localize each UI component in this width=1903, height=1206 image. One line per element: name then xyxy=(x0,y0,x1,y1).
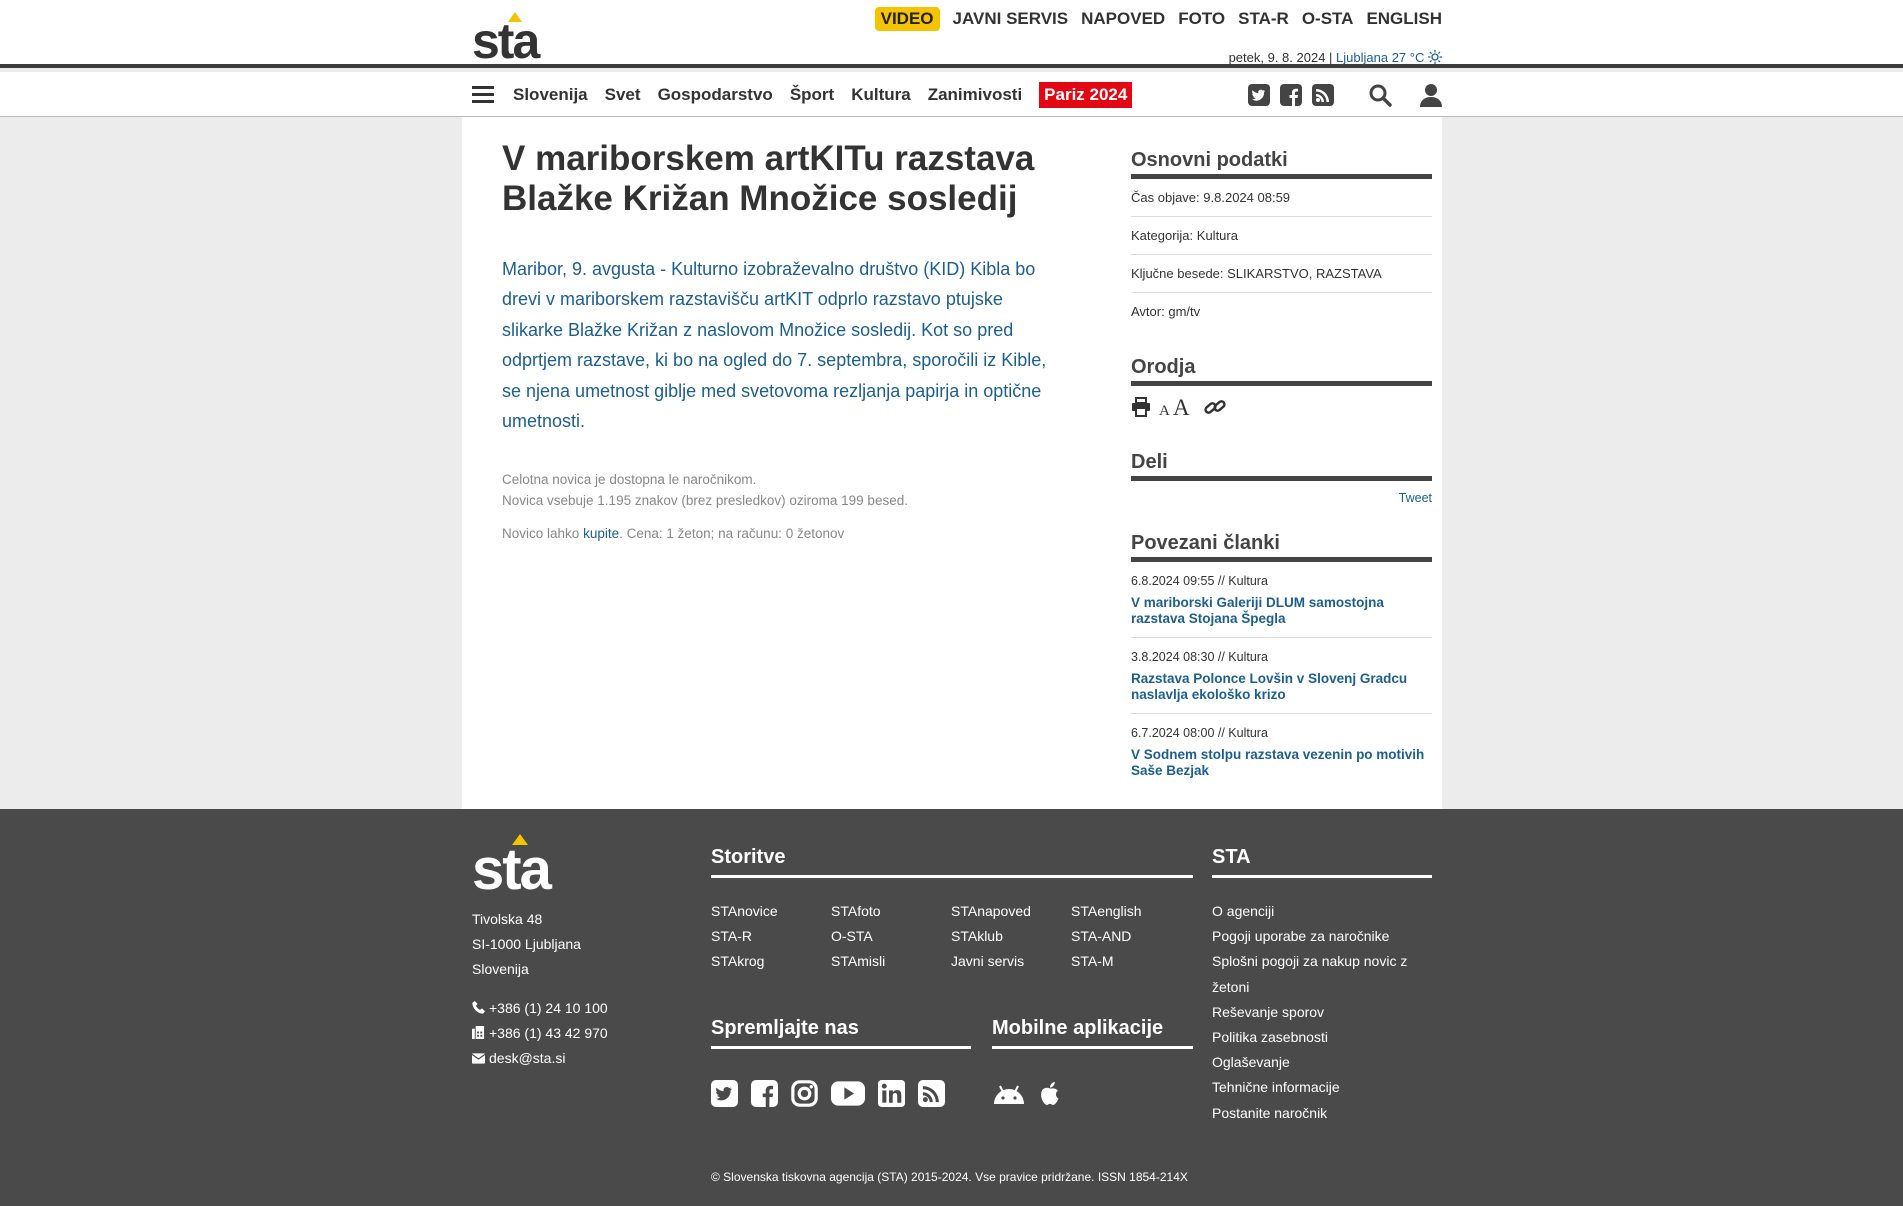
meta-author xyxy=(1131,293,1432,330)
nav-item-gospodarstvo[interactable]: Gospodarstvo xyxy=(657,84,773,104)
meta-label: Avtor: xyxy=(1131,304,1165,319)
sta-link[interactable]: Oglaševanje xyxy=(1212,1054,1290,1071)
related-item[interactable] xyxy=(1131,638,1432,714)
services-heading: Storitve xyxy=(711,846,1193,878)
font-size-icon[interactable] xyxy=(1159,396,1195,418)
twitter-icon[interactable] xyxy=(711,1080,738,1107)
sta-link[interactable]: Reševanje sporov xyxy=(1212,1003,1325,1020)
footer xyxy=(0,809,1903,1206)
sta-link[interactable]: O agenciji xyxy=(1212,903,1275,919)
service-link[interactable]: STAnovice xyxy=(711,903,778,919)
meta-value: gm/tv xyxy=(1168,304,1201,319)
social-icons xyxy=(711,1080,971,1107)
follow-heading: Spremljajte nas xyxy=(711,1017,971,1049)
fax-icon xyxy=(472,1026,485,1039)
apple-icon[interactable] xyxy=(1038,1080,1062,1107)
link-icon[interactable] xyxy=(1203,397,1227,417)
related-title[interactable]: V Sodnem stolpu razstava vezenin po motivih Saše Bezjak xyxy=(1131,747,1425,778)
top-links xyxy=(862,7,1442,31)
top-link-o-sta[interactable]: O-STA xyxy=(1301,9,1354,28)
meta-label: Kategorija: xyxy=(1131,228,1194,243)
sta-link[interactable]: Postanite naročnik xyxy=(1212,1104,1328,1121)
weather-city[interactable]: Ljubljana 27 °C xyxy=(1336,50,1425,65)
footer-follow xyxy=(711,1017,971,1107)
instagram-icon[interactable] xyxy=(791,1080,818,1107)
article-lead: Maribor, 9. avgusta - Kulturno izobraževalno društvo (KID) Kibla bo drevi v mariborskem razstavišču artKIT odprlo razstavo ptujske slikarke Blažke Križan z naslovom Množice sosledij. Kot so pred odprtjem razstave, ki bo na ogled do 7. septembra, sporočili iz Kible, se njena umetnost giblje med svetovoma rezljanja papirja in optične umetnosti. xyxy=(502,259,1047,432)
basic-info-heading: Osnovni podatki xyxy=(1131,149,1432,179)
sta-link[interactable]: Splošni pogoji za nakup novic z žetoni xyxy=(1212,953,1408,995)
footer-fax[interactable] xyxy=(472,1021,672,1046)
top-link-sta-r[interactable]: STA-R xyxy=(1238,9,1289,28)
footer-services xyxy=(711,846,1193,975)
article-title: V mariborskem artKITu razstava Blažke Križan Množice sosledij xyxy=(502,139,1035,218)
services-grid xyxy=(711,899,1193,975)
facebook-icon[interactable] xyxy=(751,1080,778,1107)
svg-text:sta: sta xyxy=(472,13,539,62)
service-link[interactable]: Javni servis xyxy=(951,953,1025,970)
phone-number: +386 (1) 24 10 100 xyxy=(489,999,608,1016)
meta-value: 9.8.2024 08:59 xyxy=(1203,190,1291,205)
service-link[interactable]: STAenglish xyxy=(1071,903,1142,919)
footer-contacts xyxy=(472,996,672,1072)
sidebar xyxy=(1131,149,1432,789)
fax-number: +386 (1) 43 42 970 xyxy=(489,1024,608,1041)
buy-suffix: . Cena: 1 žeton; na računu: 0 žetonov xyxy=(619,526,845,542)
buy-prefix: Novico lahko xyxy=(502,526,580,542)
top-link-english[interactable]: ENGLISH xyxy=(1366,9,1442,28)
address-city: SI-1000 Ljubljana xyxy=(472,936,581,953)
top-link-napoved[interactable]: NAPOVED xyxy=(1081,9,1166,28)
top-link-video[interactable]: VIDEO xyxy=(875,7,940,31)
related-date: 6.7.2024 08:00 // Kultura xyxy=(1131,726,1268,740)
service-link[interactable]: STA-R xyxy=(711,928,752,945)
tools-heading: Orodja xyxy=(1131,356,1432,386)
related-item[interactable] xyxy=(1131,714,1432,789)
nav-item-kultura[interactable]: Kultura xyxy=(851,84,911,104)
address-street: Tivolska 48 xyxy=(472,911,543,927)
meta-value: SLIKARSTVO, RAZSTAVA xyxy=(1227,266,1382,281)
sta-link[interactable]: Pogoji uporabe za naročnike xyxy=(1212,928,1390,945)
nav-item-pariz-2024[interactable]: Pariz 2024 xyxy=(1039,82,1132,108)
buy-link[interactable]: kupite xyxy=(583,526,620,542)
user-icon[interactable] xyxy=(1420,83,1442,107)
service-link[interactable]: STAnapoved xyxy=(951,903,1031,919)
related-list xyxy=(1131,562,1432,789)
main-nav xyxy=(0,72,1903,117)
linkedin-icon[interactable] xyxy=(878,1080,905,1107)
menu-icon[interactable] xyxy=(472,86,494,103)
service-link[interactable]: STA-M xyxy=(1071,953,1114,970)
sta-link[interactable]: Tehnične informacije xyxy=(1212,1079,1340,1096)
top-link-javni-servis[interactable]: JAVNI SERVIS xyxy=(952,9,1069,28)
phone-icon xyxy=(472,1001,485,1014)
meta-label: Ključne besede: xyxy=(1131,266,1224,281)
sta-link[interactable]: Politika zasebnosti xyxy=(1212,1029,1328,1046)
app-icons xyxy=(992,1080,1193,1107)
copyright: © Slovenska tiskovna agencija (STA) 2015-2024. Vse pravice pridržane. ISSN 1854-214X xyxy=(711,1170,1188,1184)
footer-phone[interactable] xyxy=(472,996,672,1021)
print-icon[interactable] xyxy=(1131,397,1151,417)
related-title[interactable]: Razstava Polonce Lovšin v Slovenj Gradcu naslavlja ekološko krizo xyxy=(1131,671,1408,702)
sta-logo-icon xyxy=(472,10,560,62)
sta-links xyxy=(1212,899,1432,1126)
meta-keywords xyxy=(1131,255,1432,293)
email-address: desk@sta.si xyxy=(489,1050,566,1067)
article xyxy=(502,139,1062,541)
footer-email[interactable] xyxy=(472,1046,672,1071)
content-area xyxy=(462,117,1442,809)
service-link[interactable]: STA-AND xyxy=(1071,928,1132,945)
sta-heading: STA xyxy=(1212,846,1432,878)
meta-published xyxy=(1131,179,1432,217)
meta-category xyxy=(1131,217,1432,255)
related-date: 3.8.2024 08:30 // Kultura xyxy=(1131,650,1268,664)
svg-text:A: A xyxy=(1173,396,1190,418)
related-item[interactable] xyxy=(1131,562,1432,638)
article-size-line: Novica vsebuje 1.195 znakov (brez presledkov) oziroma 199 besed. xyxy=(502,493,908,509)
tweet-button[interactable]: Tweet xyxy=(1398,491,1432,505)
current-date: petek, 9. 8. 2024 | xyxy=(1228,50,1333,65)
top-header xyxy=(0,0,1903,68)
footer-contact xyxy=(472,833,672,1071)
sun-icon xyxy=(1428,50,1442,64)
svg-text:sta: sta xyxy=(472,837,550,893)
rss-icon[interactable] xyxy=(1312,84,1334,106)
top-link-foto[interactable]: FOTO xyxy=(1178,9,1226,28)
related-heading: Povezani članki xyxy=(1131,532,1432,562)
service-link[interactable]: STAklub xyxy=(951,928,1003,945)
address-country: Slovenija xyxy=(472,961,529,978)
date-weather xyxy=(1229,50,1442,65)
footer-apps xyxy=(992,1017,1193,1107)
footer-sta-logo[interactable] xyxy=(472,833,572,893)
service-link[interactable]: STAkrog xyxy=(711,953,765,970)
meta-value: Kultura xyxy=(1196,228,1238,243)
svg-text:A: A xyxy=(1159,403,1170,418)
twitter-icon[interactable] xyxy=(1248,84,1270,106)
search-icon[interactable] xyxy=(1368,83,1392,107)
related-date: 6.8.2024 09:55 // Kultura xyxy=(1131,574,1268,588)
sta-logo[interactable] xyxy=(472,10,560,67)
share-heading: Deli xyxy=(1131,451,1432,481)
nav-item-slovenija[interactable]: Slovenija xyxy=(513,84,588,104)
nav-item-svet[interactable]: Svet xyxy=(604,84,641,104)
basic-info-list xyxy=(1131,179,1432,330)
apps-heading: Mobilne aplikacije xyxy=(992,1017,1193,1049)
facebook-icon[interactable] xyxy=(1280,84,1302,106)
android-icon[interactable] xyxy=(992,1082,1026,1106)
nav-item-sport[interactable]: Šport xyxy=(789,84,835,104)
youtube-icon[interactable] xyxy=(831,1080,865,1107)
subscriber-note-line: Celotna novica je dostopna le naročnikom. xyxy=(502,472,757,488)
footer-sta xyxy=(1212,846,1432,1126)
footer-address xyxy=(472,907,672,983)
service-link[interactable]: STAfoto xyxy=(831,903,881,919)
service-link[interactable]: O-STA xyxy=(831,928,873,945)
buy-line xyxy=(502,526,1062,541)
meta-label: Čas objave: xyxy=(1131,190,1200,205)
envelope-icon xyxy=(472,1053,485,1064)
nav-item-zanimivosti[interactable]: Zanimivosti xyxy=(927,84,1023,104)
related-title[interactable]: V mariborski Galeriji DLUM samostojna razstava Stojana Špegla xyxy=(1131,595,1384,626)
rss-icon[interactable] xyxy=(918,1080,945,1107)
subscriber-note xyxy=(502,469,1062,511)
service-link[interactable]: STAmisli xyxy=(831,953,886,970)
tools-row xyxy=(1131,395,1432,419)
